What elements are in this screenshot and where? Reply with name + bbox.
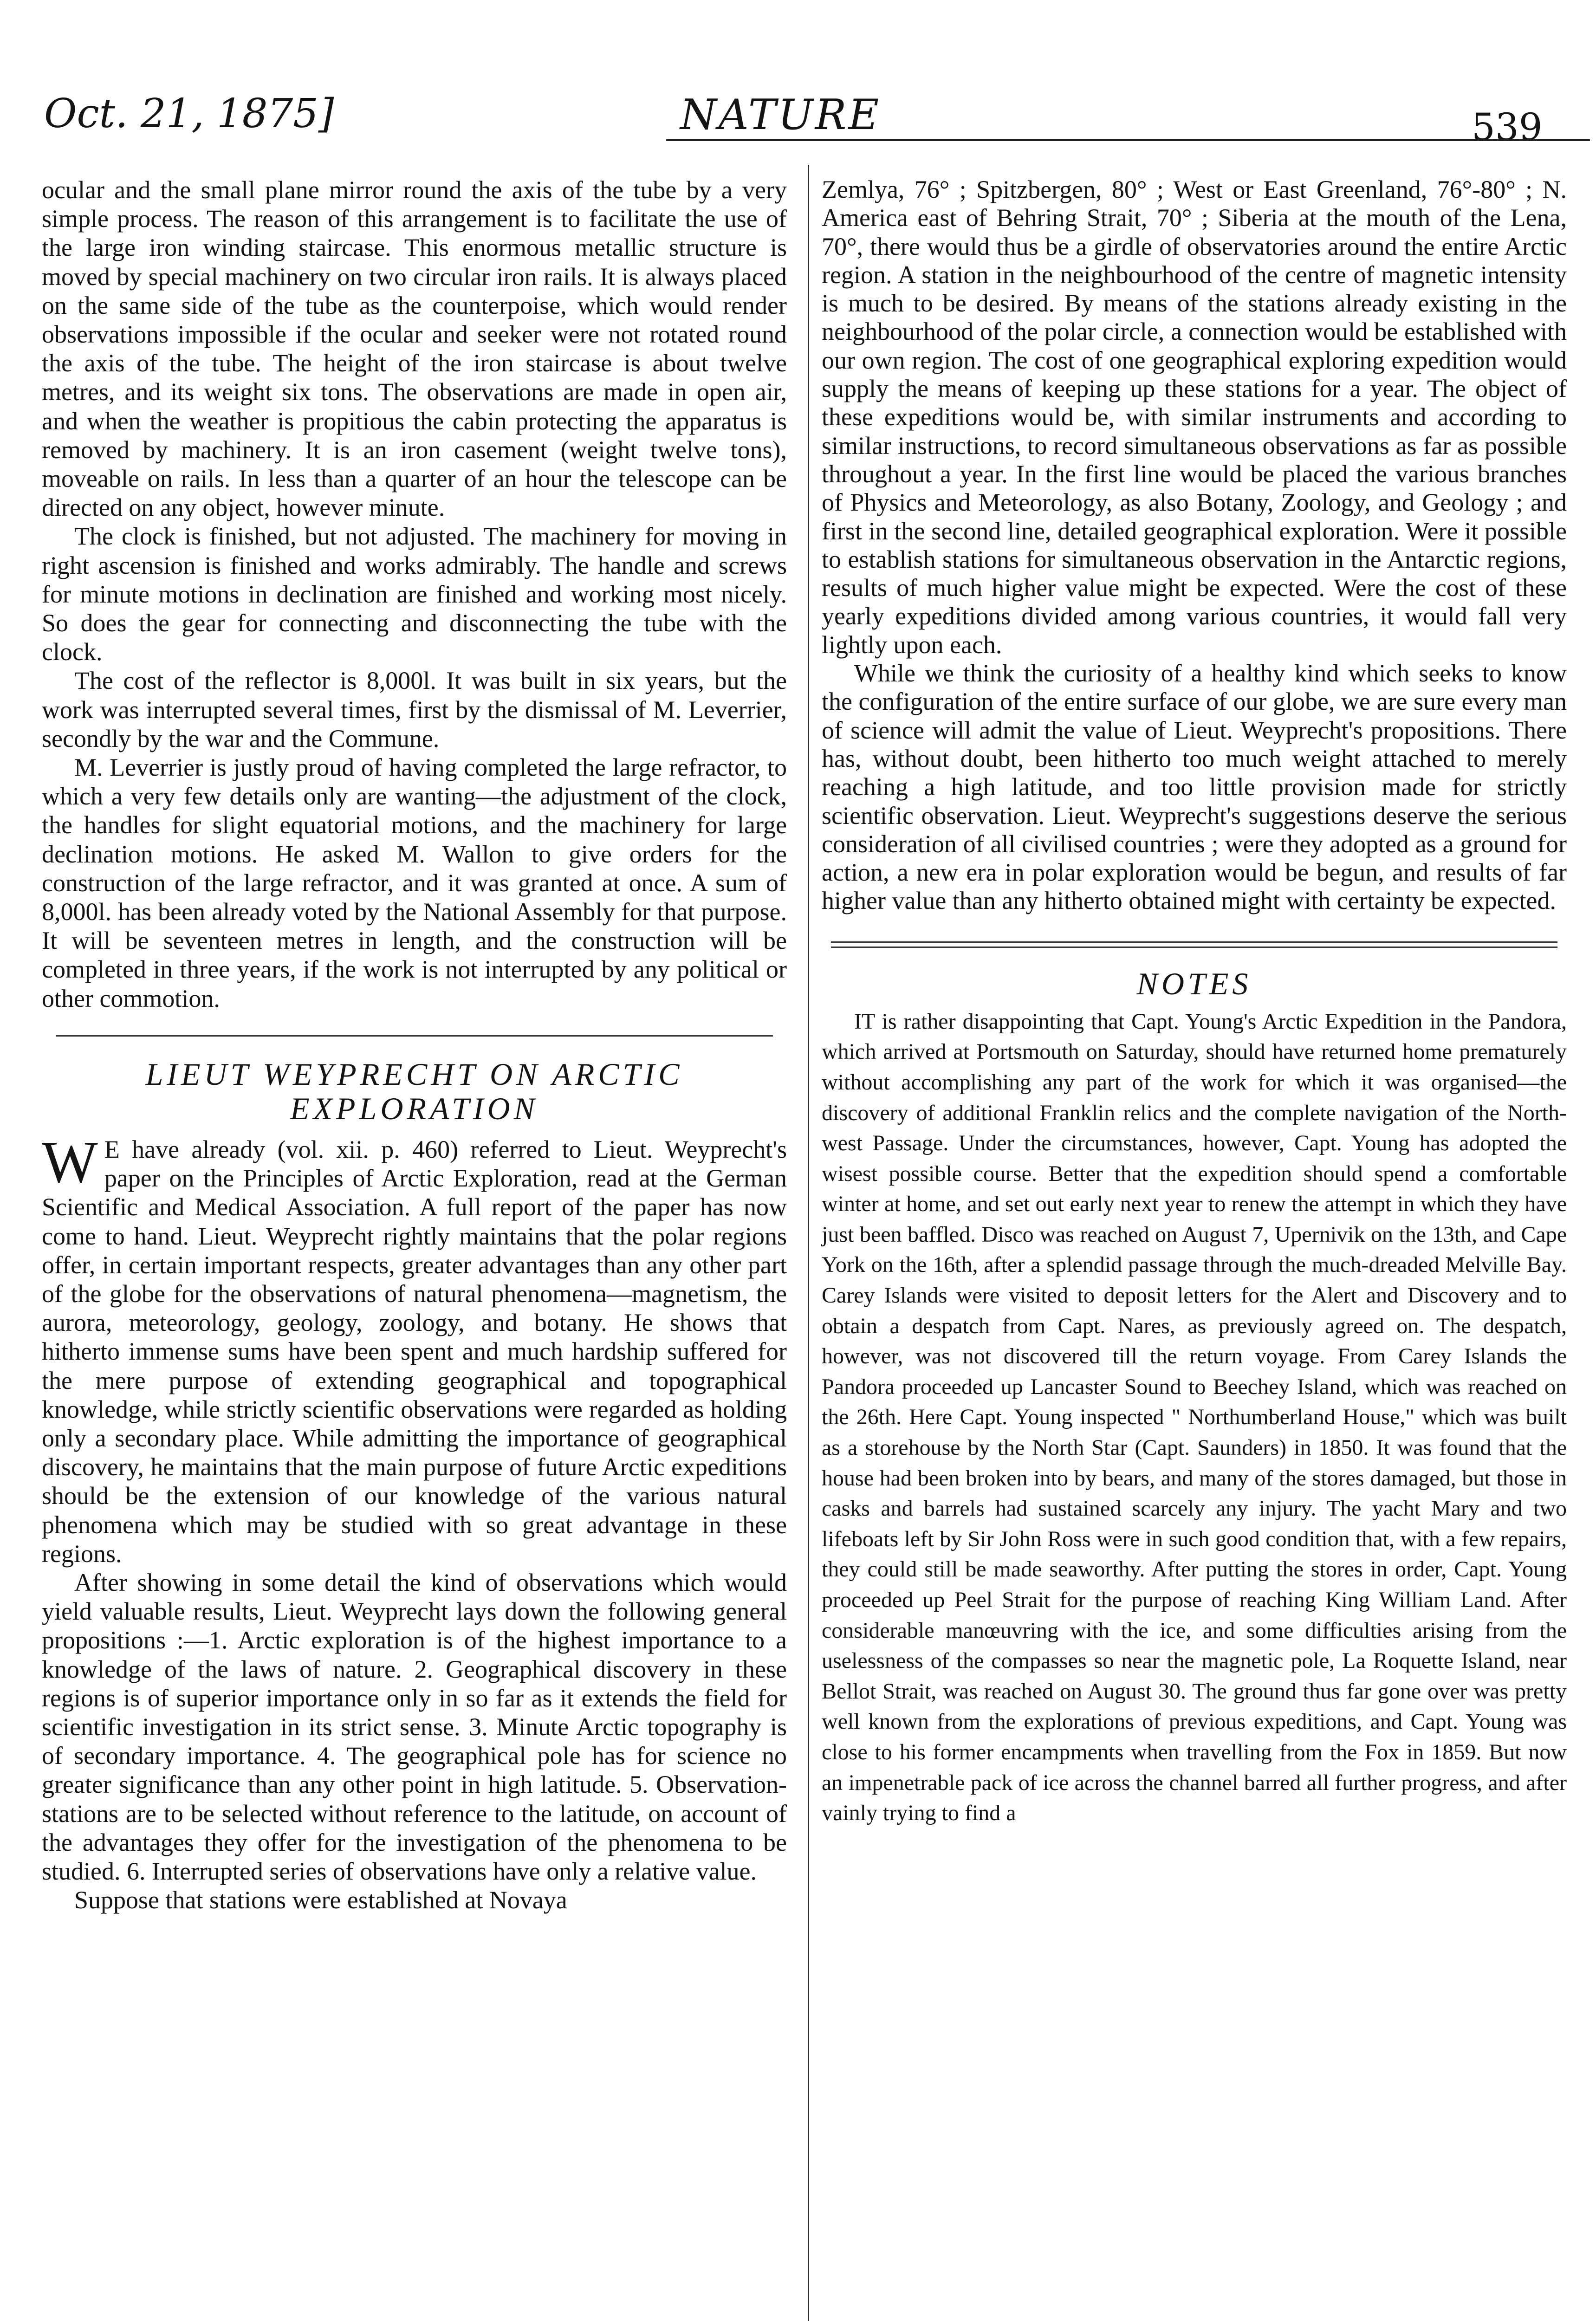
- drop-cap: W: [42, 1128, 98, 1195]
- observatory-paragraph: The cost of the reflector is 8,000l. It was built in six years, but the work was interrupted several times, first by the dismissal of M. Leverrier, secondly by the war and the Commune.: [42, 667, 787, 752]
- header-rule: [666, 139, 1590, 141]
- article-paragraph-text: E have already (vol. xii. p. 460) referred to Lieut. Weyprecht's paper on the Principles of Arctic Exploration, read at the German Scientific and Medical Association. A full report of the paper has now come to hand. Lieut. Weyprecht rightly maintains that the polar regions offer, in certain important respects, greater advantages than any other part of the globe for the observations of natural phenomena—magnetism, the aurora, meteorology, geology, zoology, and botany. He shows that hitherto immense sums have been spent and much hardship suffered for the mere purpose of extending geographical and topographical knowledge, while strictly scientific observations were regarded as holding only a secondary place. While admitting the importance of geographical discovery, he maintains that the main purpose of future Arctic expeditions should be the extension of our knowledge of the various natural phenomena which may be studied with so great advantage in these regions.: [42, 1135, 787, 1568]
- right-column: [822, 175, 1567, 1828]
- journal-title: NATURE: [680, 91, 881, 139]
- notes-paragraph: IT is rather disappointing that Capt. Young's Arctic Expedition in the Pandora, which arrived at Portsmouth on Saturday, should have returned home prematurely without accomplishing any part of the work for which it was organised—the discovery of additional Franklin relics and the complete navigation of the North-west Passage. Under the circumstances, however, Capt. Young has adopted the wisest possible course. Better that the expedition should spend a comfortable winter at home, and set out early next year to renew the attempt in which they have just been baffled. Disco was reached on August 7, Upernivik on the 13th, and Cape York on the 16th, after a splendid passage through the much-dreaded Melville Bay. Carey Islands were visited to deposit letters for the Alert and Discovery and to obtain a despatch from Capt. Nares, as previously agreed on. The despatch, however, was not discovered till the return voyage. From Carey Islands the Pandora proceeded up Lancaster Sound to Beechey Island, which was reached on the 26th. Here Capt. Young inspected " Northumberland House," which was built as a storehouse by the North Star (Capt. Saunders) in 1850. It was found that the house had been broken into by bears, and many of the stores damaged, but those in casks and barrels had sustained scarcely any injury. The yacht Mary and two lifeboats left by Sir John Ross were in such good condition that, with a few repairs, they could still be made seaworthy. After putting the stores in order, Capt. Young proceeded up Peel Strait for the purpose of reaching King William Land. After considerable manœuvring with the ice, and some difficulties arising from the uselessness of the compasses so near the magnetic pole, La Roquette Island, near Bellot Strait, was reached on August 30. The ground thus far gone over was pretty well known from the explorations of previous expeditions, and Capt. Young was close to his former encampments when travelling from the Fox in 1859. But now an impenetrable pack of ice across the channel barred all further progress, and after vainly trying to find a: [822, 1009, 1567, 1826]
- section-rule: [56, 1035, 773, 1037]
- notes-rule: [831, 941, 1557, 948]
- article-title: LIEUT WEYPRECHT ON ARCTIC EXPLORATION: [145, 1056, 683, 1126]
- observatory-paragraph: ocular and the small plane mirror round the axis of the tube by a very simple process. The reason of this arrangement is to facilitate the use of the large iron winding staircase. This enormous metallic structure is moved by special machinery on two circular iron rails. It is always placed on the same side of the tube as the counterpoise, which would render observations impossible if the ocular and seeker were not rotated round the axis of the tube. The height of the iron staircase is about twelve metres, and its weight six tons. The observations are made in open air, and when the weather is propitious the cabin protecting the apparatus is removed by machinery. It is an iron casement (weight twelve tons), moveable on rails. In less than a quarter of an hour the telescope can be directed on any object, however minute.: [42, 176, 787, 522]
- page-number: 539: [1472, 105, 1543, 149]
- observatory-paragraph: The clock is finished, but not adjusted. The machinery for moving in right ascension is finished and works admirably. The handle and screws for minute motions in declination are finished and working most nicely. So does the gear for connecting and disconnecting the tube with the clock.: [42, 522, 787, 666]
- article-paragraph: Suppose that stations were established at Novaya: [74, 1886, 567, 1914]
- article-paragraph: [42, 1128, 787, 1568]
- observatory-paragraph: M. Leverrier is justly proud of having completed the large refractor, to which a very few details only are wanting—the adjustment of the clock, the handles for slight equatorial motions, and the machinery for large declination motions. He asked M. Wallon to give orders for the construction of the large refractor, and it was granted at once. A sum of 8,000l. has been already voted by the National Assembly for that purpose. It will be seventeen metres in length, and the construction will be completed in three years, if the work is not interrupted by any political or other commotion.: [42, 753, 787, 1012]
- left-column: [42, 175, 787, 1914]
- notes-title: NOTES: [1136, 966, 1252, 1001]
- column-divider: [808, 165, 809, 2321]
- article-paragraph: After showing in some detail the kind of observations which would yield valuable results, Lieut. Weyprecht lays down the following general propositions :—1. Arctic exploration is of the highest importance to a knowledge of the laws of nature. 2. Geographical discovery in these regions is of superior importance only in so far as it extends the field for scientific investigation in its strict sense. 3. Minute Arctic topography is of secondary importance. 4. The geographical pole has for science no greater significance than any other point in high latitude. 5. Observation-stations are to be selected without reference to the latitude, on account of the advantages they offer for the investigation of the phenomena to be studied. 6. Interrupted series of observations have only a relative value.: [42, 1568, 787, 1885]
- notes-section: [822, 1006, 1567, 1828]
- article-paragraph: Zemlya, 76° ; Spitzbergen, 80° ; West or East Greenland, 76°-80° ; N. America east of Behring Strait, 70° ; Siberia at the mouth of the Lena, 70°, there would thus be a girdle of observatories around the entire Arctic region. A station in the neighbourhood of the centre of magnetic intensity is much to be desired. By means of the stations already existing in the neighbourhood of the polar circle, a connection would be established with our own region. The cost of one geographical exploring expedition would supply the means of keeping up these stations for a year. The object of these expeditions would be, with similar instruments and according to similar instructions, to record simultaneous observations as far as possible throughout a year. In the first line would be placed the various branches of Physics and Meteorology, as also Botany, Zoology, and Geology ; and first in the second line, detailed geographical exploration. Were it possible to establish stations for simultaneous observation in the Antarctic regions, results of much higher value might be expected. Were the cost of these yearly expeditions divided among various countries, it would fall very lightly upon each.: [822, 175, 1567, 659]
- article-paragraph: While we think the curiosity of a healthy kind which seeks to know the configuration of the entire surface of our globe, we are sure every man of science will admit the value of Lieut. Weyprecht's propositions. There has, without doubt, been hitherto too much weight attached to merely reaching a high latitude, and too little provision made for strictly scientific observation. Lieut. Weyprecht's suggestions deserve the serious consideration of all civilised countries ; were they adopted as a ground for action, a new era in polar exploration would be begun, and results of far higher value than any hitherto obtained might with certainty be expected.: [822, 659, 1567, 915]
- weyprecht-article-continued: [822, 175, 1567, 915]
- observatory-article: [42, 175, 787, 1013]
- weyprecht-article: [42, 1128, 787, 1914]
- page-header: [0, 91, 1596, 151]
- issue-date: Oct. 21, 1875]: [44, 91, 334, 137]
